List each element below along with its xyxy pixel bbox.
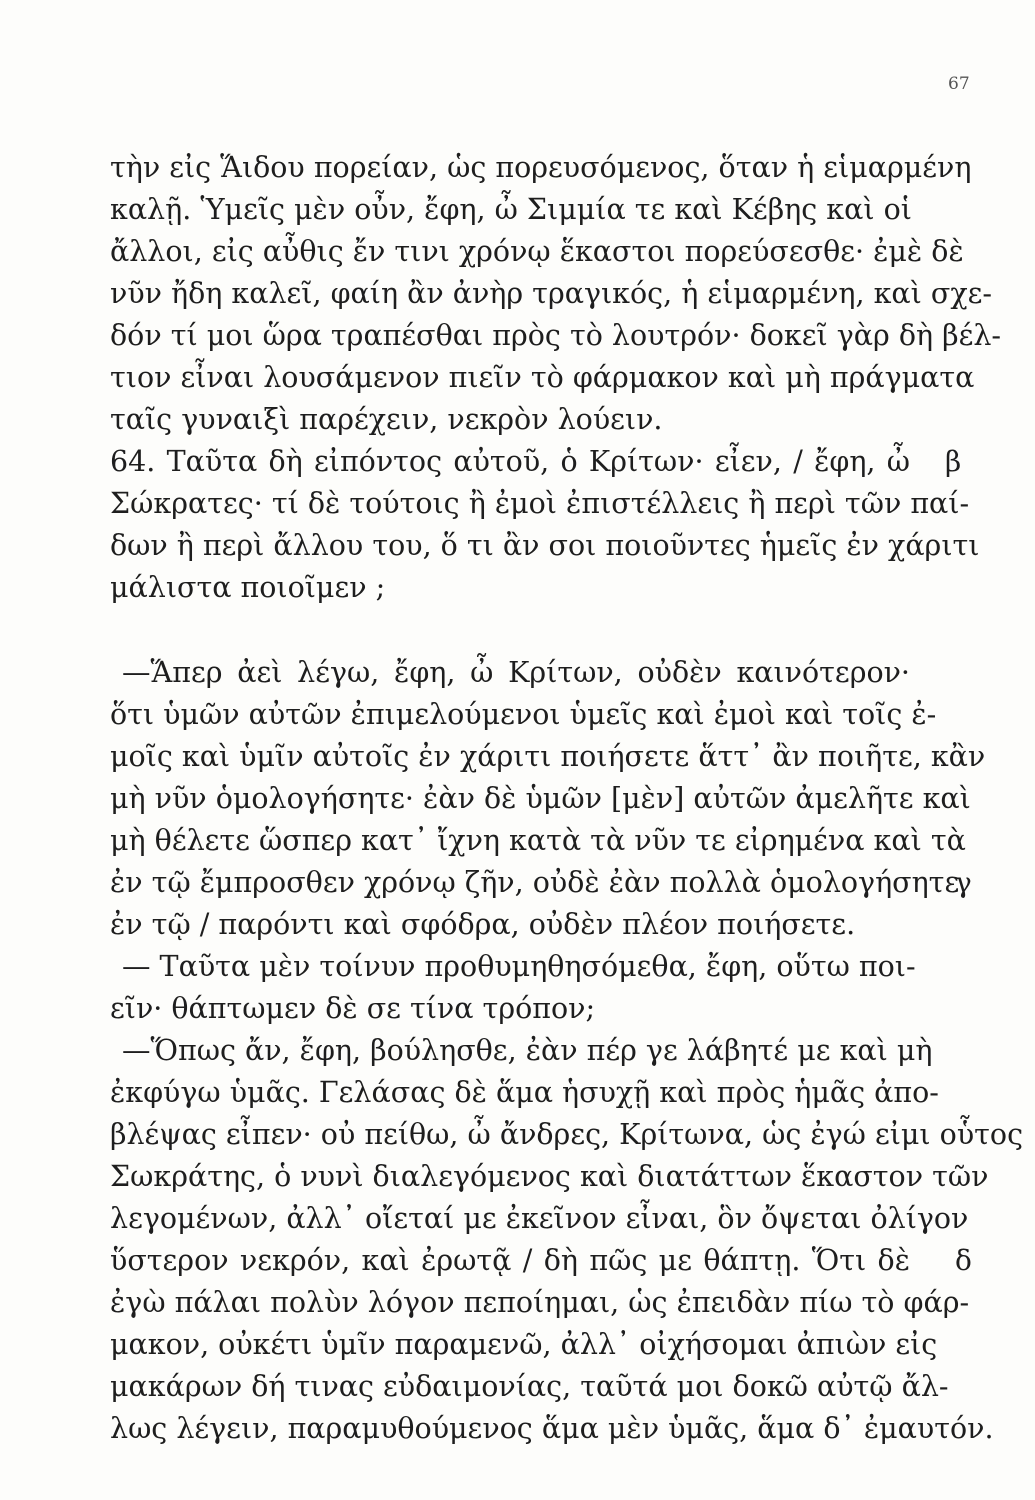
text-line: Σώκρατες· τί δὲ τούτοις ἢ ἐμοὶ ἐπιστέλλεις ἢ περὶ τῶν παί-: [110, 487, 970, 520]
text-line: ἐν τῷ / παρόντι καὶ σφόδρα, οὐδὲν πλέον ποιήσετε.: [110, 908, 856, 941]
text-line: μακάρων δή τινας εὐδαιμονίας, ταῦτά μοι δοκῶ αὐτῷ ἄλ-: [110, 1370, 949, 1403]
dialogue-line: — Ταῦτα μὲν τοίνυν προθυμηθησόμεθα, ἔφη, οὕτω ποι-: [122, 950, 916, 983]
text-line: δόν τί μοι ὥρα τραπέσθαι πρὸς τὸ λουτρόν· δοκεῖ γὰρ δὴ βέλ-: [110, 319, 1002, 352]
text-line: μὴ θέλετε ὥσπερ κατ᾿ ἴχνη κατὰ τὰ νῦν τε εἰρημένα καὶ τὰ: [110, 824, 966, 857]
text-line: μοῖς καὶ ὑμῖν αὐτοῖς ἐν χάριτι ποιήσετε ἅττ᾿ ἂν ποιῆτε, κἂν: [110, 740, 986, 773]
text-line: ἄλλοι, εἰς αὖθις ἔν τινι χρόνῳ ἕκαστοι πορεύσεσθε· ἐμὲ δὲ: [110, 235, 964, 268]
text-line: δων ἢ περὶ ἄλλου του, ὅ τι ἂν σοι ποιοῦντες ἡμεῖς ἐν χάριτι: [110, 529, 980, 562]
margin-letter-beta: β: [945, 445, 962, 478]
text-line: μάλιστα ποιοῖμεν ;: [110, 571, 386, 604]
dialogue-line: —Ὅπως ἄν, ἔφη, βούλησθε, ἐὰν πέρ γε λάβητέ με καὶ μὴ: [122, 1034, 933, 1067]
text-line: βλέψας εἶπεν· οὐ πείθω, ὦ ἄνδρες, Κρίτωνα, ὡς ἐγώ εἰμι οὗτος: [110, 1118, 1024, 1151]
text-line: εῖν· θάπτωμεν δὲ σε τίνα τρόπον;: [110, 992, 596, 1025]
page-number: 67: [948, 74, 970, 94]
text-line: καλῇ. Ὑμεῖς μὲν οὖν, ἔφη, ὦ Σιμμία τε καὶ Κέβης καὶ οἱ: [110, 193, 912, 226]
text-line: ταῖς γυναιξὶ παρέχειν, νεκρὸν λούειν.: [110, 403, 663, 436]
text-line: μακον, οὐκέτι ὑμῖν παραμενῶ, ἀλλ᾿ οἰχήσομαι ἀπιὼν εἰς: [110, 1328, 938, 1361]
text-line: ἐγὼ πάλαι πολὺν λόγον πεποίημαι, ὡς ἐπειδὰν πίω τὸ φάρ-: [110, 1286, 970, 1319]
text-line: ὕστερον νεκρόν, καὶ ἐρωτᾷ / δὴ πῶς με θάπτῃ. Ὅτι δὲ: [110, 1244, 910, 1277]
section-start-line: 64. Ταῦτα δὴ εἰπόντος αὐτοῦ, ὁ Κρίτων· εἶεν, / ἔφη, ὦ: [110, 445, 910, 478]
text-line: νῦν ἤδη καλεῖ, φαίη ἂν ἀνὴρ τραγικός, ἡ εἱμαρμένη, καὶ σχε-: [110, 277, 993, 310]
dialogue-line: —Ἅπερ ἀεὶ λέγω, ἔφη, ὦ Κρίτων, οὐδὲν καινότερον·: [122, 656, 910, 689]
text-line: μὴ νῦν ὁμολογήσητε· ἐὰν δὲ ὑμῶν [μὲν] αὐτῶν ἀμελῆτε καὶ: [110, 782, 971, 815]
text-line: ὅτι ὑμῶν αὐτῶν ἐπιμελούμενοι ὑμεῖς καὶ ἐμοὶ καὶ τοῖς ἐ-: [110, 698, 937, 731]
text-line: ἐν τῷ ἔμπροσθεν χρόνῳ ζῆν, οὐδὲ ἐὰν πολλὰ ὁμολογήσητε: [110, 866, 960, 899]
text-line: ἐκφύγω ὑμᾶς. Γελάσας δὲ ἅμα ἡσυχῇ καὶ πρὸς ἡμᾶς ἀπο-: [110, 1076, 939, 1109]
text-line: λεγομένων, ἀλλ᾿ οἴεταί με ἐκεῖνον εἶναι, ὃν ὄψεται ὀλίγον: [110, 1202, 969, 1235]
margin-letter-delta: δ: [955, 1244, 972, 1277]
text-line: Σωκράτης, ὁ νυνὶ διαλεγόμενος καὶ διατάττων ἕκαστον τῶν: [110, 1160, 989, 1193]
text-line: λως λέγειν, παραμυθούμενος ἅμα μὲν ὑμᾶς, ἅμα δ᾿ ἐμαυτόν.: [110, 1412, 994, 1445]
margin-letter-gamma: γ: [955, 866, 972, 899]
text-line: τὴν εἰς Ἅιδου πορείαν, ὡς πορευσόμενος, ὅταν ἡ εἱμαρμένη: [110, 151, 972, 184]
text-line: τιον εἶναι λουσάμενον πιεῖν τὸ φάρμακον καὶ μὴ πράγματα: [110, 361, 975, 394]
